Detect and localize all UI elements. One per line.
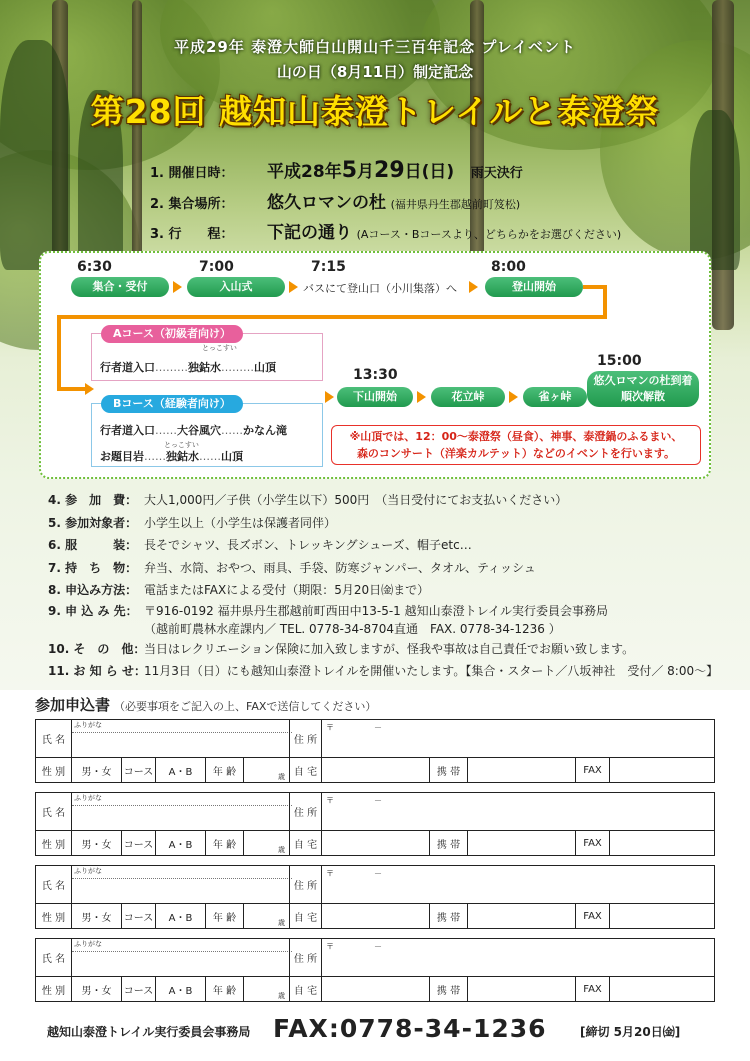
info-label: 行 程： [168, 227, 234, 242]
fax-field[interactable] [610, 758, 714, 783]
arrow-right-icon [417, 391, 426, 403]
fax-field[interactable] [610, 831, 714, 856]
dismissal-text: 順次解散 [621, 390, 665, 403]
route-point: 大谷風穴 [177, 424, 221, 437]
furigana-label: ふりがな [74, 940, 102, 948]
form-row-details [36, 977, 714, 1002]
deadline: [締切 5月20日㈮] [580, 1025, 681, 1039]
form-row-details [36, 831, 714, 856]
postal-code-mark: 〒 － [326, 723, 382, 732]
date-day: 29 [374, 158, 405, 183]
address-label: 住 所 [290, 866, 322, 903]
age-label: 年 齢 [206, 758, 244, 783]
date-month: 5 [341, 158, 358, 183]
rain-policy: 雨天決行 [470, 166, 523, 181]
application-form-2 [35, 792, 715, 856]
age-label: 年 齢 [206, 904, 244, 929]
mobile-field[interactable] [468, 758, 576, 783]
mobile-label: 携 帯 [430, 904, 468, 929]
fax-field[interactable] [610, 904, 714, 929]
form-row-name-address [36, 939, 714, 977]
step-hanatate: 花立峠 [431, 387, 505, 407]
course-b-route-1: 行者道入口……大谷風穴……かなん滝 [100, 424, 287, 437]
home-phone-label: 自 宅 [290, 758, 322, 783]
name-label: 氏 名 [36, 866, 72, 903]
detail-row [48, 579, 728, 602]
mobile-label: 携 帯 [430, 831, 468, 856]
course-b-route-2: お題目岩……独鈷水……山頂 [100, 450, 243, 463]
furigana-label: ふりがな [74, 867, 102, 875]
address-label: 住 所 [290, 939, 322, 976]
detail-value: 小学生以上（小学生は保護者同伴） [144, 515, 337, 530]
mobile-label: 携 帯 [430, 758, 468, 783]
date-weekday: (日) [421, 162, 455, 182]
detail-label: 4. 参 加 費： [48, 493, 138, 507]
detail-row [48, 512, 728, 535]
step-reception: 集合・受付 [71, 277, 169, 297]
header-subtitle-2: 山の日（8月11日）制定記念 [276, 63, 474, 81]
course-label: コース [122, 831, 156, 856]
detail-row [48, 620, 728, 638]
step-bus: バスにて登山口（小川集落）へ [303, 282, 457, 295]
course-b-label: Bコース（経験者向け） [101, 395, 243, 413]
detail-value: （越前町農林水産課内／ TEL. 0778-34-8704直通 FAX. 0778-34-1236 ） [144, 621, 561, 636]
organizer-name: 越知山泰澄トレイル実行委員会事務局 [47, 1025, 251, 1039]
mobile-label: 携 帯 [430, 977, 468, 1002]
hiker-silhouette [690, 110, 740, 270]
info-venue [150, 188, 520, 213]
address-field[interactable] [322, 720, 714, 757]
name-label: 氏 名 [36, 793, 72, 830]
detail-label: 10. そ の 他： [48, 641, 146, 656]
detail-value: 〒916-0192 福井県丹生郡越前町西田中13-5-1 越知山泰澄トレイル実行委員会事務局 [144, 603, 609, 618]
address-label: 住 所 [290, 720, 322, 757]
home-phone-field[interactable] [322, 904, 430, 929]
connector-line [603, 285, 607, 319]
detail-row [48, 489, 728, 512]
name-field[interactable] [72, 793, 290, 830]
time-label: 7:00 [199, 259, 234, 275]
itinerary-note: (Aコース・Bコースより、どちらかをお選びください) [356, 228, 622, 241]
arrow-right-icon [509, 391, 518, 403]
home-phone-field[interactable] [322, 831, 430, 856]
mobile-field[interactable] [468, 977, 576, 1002]
address-field[interactable] [322, 793, 714, 830]
sex-label: 性 別 [36, 758, 72, 783]
time-label: 13:30 [353, 367, 398, 383]
form-row-details [36, 758, 714, 783]
route-point: お題目岩 [100, 450, 144, 463]
name-label: 氏 名 [36, 939, 72, 976]
arrival-text: 悠久ロマンの杜到着 [593, 374, 693, 387]
name-label: 氏 名 [36, 720, 72, 757]
form-footer [35, 1014, 715, 1048]
step-start-climb: 登山開始 [485, 277, 583, 297]
address-field[interactable] [322, 866, 714, 903]
furigana-label: ふりがな [74, 721, 102, 729]
furigana-label: ふりがな [74, 794, 102, 802]
ruby-text: とっこすい [164, 441, 199, 449]
route-point: 山頂 [221, 450, 243, 463]
sex-options[interactable]: 男・女 [72, 758, 122, 783]
arrow-right-icon [325, 391, 334, 403]
age-field[interactable] [244, 831, 290, 856]
connector-line [57, 315, 61, 389]
step-ceremony: 入山式 [187, 277, 285, 297]
info-itinerary [150, 218, 621, 243]
schedule-box [39, 251, 711, 479]
detail-label [48, 620, 144, 638]
fax-field[interactable] [610, 977, 714, 1002]
summit-event-note [331, 425, 701, 465]
venue-name: 悠久ロマンの杜 [267, 193, 387, 213]
course-a-label: Aコース（初級者向け） [101, 325, 243, 343]
form-instructions: （必要事項をご記入の上、FAXで送信してください） [114, 700, 377, 713]
application-form-3 [35, 865, 715, 929]
age-field[interactable] [244, 977, 290, 1002]
date-day-label: 日 [404, 162, 422, 182]
home-phone-label: 自 宅 [290, 831, 322, 856]
step-jakugatoge: 雀ヶ峠 [523, 387, 587, 407]
form-row-name-address [36, 866, 714, 904]
info-label: 開催日時： [168, 166, 234, 181]
fax-label: FAX [576, 977, 610, 1002]
course-label: コース [122, 977, 156, 1002]
course-label: コース [122, 758, 156, 783]
address-label: 住 所 [290, 793, 322, 830]
route-point: 山頂 [254, 361, 276, 374]
sex-options[interactable]: 男・女 [72, 831, 122, 856]
age-label: 年 齢 [206, 831, 244, 856]
form-title-text: 参加申込書 [35, 696, 111, 714]
course-options[interactable]: A・B [156, 904, 206, 929]
postal-code-mark: 〒 － [326, 869, 382, 878]
age-label: 年 齢 [206, 977, 244, 1002]
arrow-right-icon [289, 281, 298, 293]
detail-value: 電話またはFAXによる受付（期限：5月20日㈮まで） [144, 583, 430, 597]
home-phone-label: 自 宅 [290, 977, 322, 1002]
step-descend: 下山開始 [337, 387, 413, 407]
note-line: ※山頂では、12：00～泰澄祭（昼食）、神事、泰澄鍋のふるまい、 [349, 430, 683, 443]
time-label: 8:00 [491, 259, 526, 275]
time-label: 15:00 [597, 353, 642, 369]
sex-label: 性 別 [36, 977, 72, 1002]
detail-row [48, 534, 728, 557]
course-options[interactable]: A・B [156, 831, 206, 856]
arrow-right-icon [85, 383, 94, 395]
age-unit: 歳 [278, 773, 285, 781]
course-label: コース [122, 904, 156, 929]
mobile-field[interactable] [468, 831, 576, 856]
detail-value: 長そでシャツ、長ズボン、トレッキングシューズ、帽子etc… [144, 538, 472, 552]
date-month-label: 月 [357, 162, 375, 182]
address-field[interactable] [322, 939, 714, 976]
info-number: 3. [150, 227, 164, 242]
postal-code-mark: 〒 － [326, 796, 382, 805]
detail-row [48, 602, 728, 620]
event-title: 第28回 越知山泰澄トレイルと泰澄祭 [90, 92, 660, 131]
route-point: 独鈷水 [188, 361, 221, 374]
date-year: 平成28年 [267, 162, 342, 182]
fax-number: FAX:0778-34-1236 [273, 1014, 547, 1043]
ruby-text: とっこすい [202, 344, 237, 352]
sex-label: 性 別 [36, 904, 72, 929]
form-row-details [36, 904, 714, 929]
note-line: 森のコンサート（洋楽カルテット）などのイベントを行います。 [356, 447, 676, 460]
info-date [150, 157, 523, 183]
course-a-route: 行者道入口………独鈷水………山頂 [100, 361, 276, 374]
sex-options[interactable]: 男・女 [72, 904, 122, 929]
route-point: 行者道入口 [100, 424, 155, 437]
name-field[interactable] [72, 939, 290, 976]
form-row-name-address [36, 793, 714, 831]
detail-label: 5. 参加対象者： [48, 515, 138, 530]
home-phone-field[interactable] [322, 758, 430, 783]
form-title [35, 694, 376, 715]
detail-label: 6. 服 装： [48, 538, 138, 552]
time-label: 7:15 [311, 259, 346, 275]
detail-label: 7. 持 ち 物： [48, 560, 138, 575]
connector-line [57, 315, 607, 319]
event-details [48, 489, 728, 683]
application-form-4 [35, 938, 715, 1002]
age-unit: 歳 [278, 919, 285, 927]
home-phone-field[interactable] [322, 977, 430, 1002]
route-point: 独鈷水 [166, 450, 199, 463]
course-options[interactable]: A・B [156, 977, 206, 1002]
detail-row [48, 638, 728, 661]
info-number: 2. [150, 197, 164, 212]
detail-label: 11. お 知 ら せ： [48, 664, 146, 678]
time-label: 6:30 [77, 259, 112, 275]
detail-label: 9. 申 込 み 先： [48, 603, 138, 618]
name-field[interactable] [72, 720, 290, 757]
fax-label: FAX [576, 904, 610, 929]
age-field[interactable] [244, 758, 290, 783]
form-row-name-address [36, 720, 714, 758]
info-label: 集合場所： [168, 197, 234, 212]
step-arrival [587, 371, 699, 407]
arrow-right-icon [469, 281, 478, 293]
route-point: 行者道入口 [100, 361, 155, 374]
detail-label: 8. 申込み方法： [48, 583, 138, 597]
course-options[interactable]: A・B [156, 758, 206, 783]
venue-address: (福井県丹生郡越前町笈松) [390, 198, 521, 211]
postal-code-mark: 〒 － [326, 942, 382, 951]
name-field[interactable] [72, 866, 290, 903]
detail-row [48, 660, 728, 683]
sex-options[interactable]: 男・女 [72, 977, 122, 1002]
fax-label: FAX [576, 831, 610, 856]
detail-value: 大人1,000円／子供（小学生以下）500円 （当日受付にてお支払いください） [144, 493, 568, 507]
itinerary-value: 下記の通り [267, 223, 353, 243]
age-unit: 歳 [278, 992, 285, 1000]
header-subtitle-1: 平成29年 泰澄大師白山開山千三百年記念 プレイベント [174, 38, 576, 56]
connector-line [57, 387, 87, 391]
route-point: かなん滝 [243, 424, 287, 437]
age-field[interactable] [244, 904, 290, 929]
detail-value: 弁当、水筒、おやつ、雨具、手袋、防寒ジャンパー、タオル、ティッシュ [144, 560, 536, 575]
arrow-right-icon [173, 281, 182, 293]
detail-value: 11月3日（日）にも越知山泰澄トレイルを開催いたします。【集合・スタート／八坂神社 受付／ 8:00～】 [144, 664, 719, 678]
application-form-1 [35, 719, 715, 783]
detail-row [48, 557, 728, 580]
sex-label: 性 別 [36, 831, 72, 856]
age-unit: 歳 [278, 846, 285, 854]
flyer-header [0, 36, 750, 133]
mobile-field[interactable] [468, 904, 576, 929]
detail-value: 当日はレクリエーション保険に加入致しますが、怪我や事故は自己責任でお願い致します。 [144, 641, 635, 656]
info-number: 1. [150, 166, 164, 181]
fax-label: FAX [576, 758, 610, 783]
home-phone-label: 自 宅 [290, 904, 322, 929]
